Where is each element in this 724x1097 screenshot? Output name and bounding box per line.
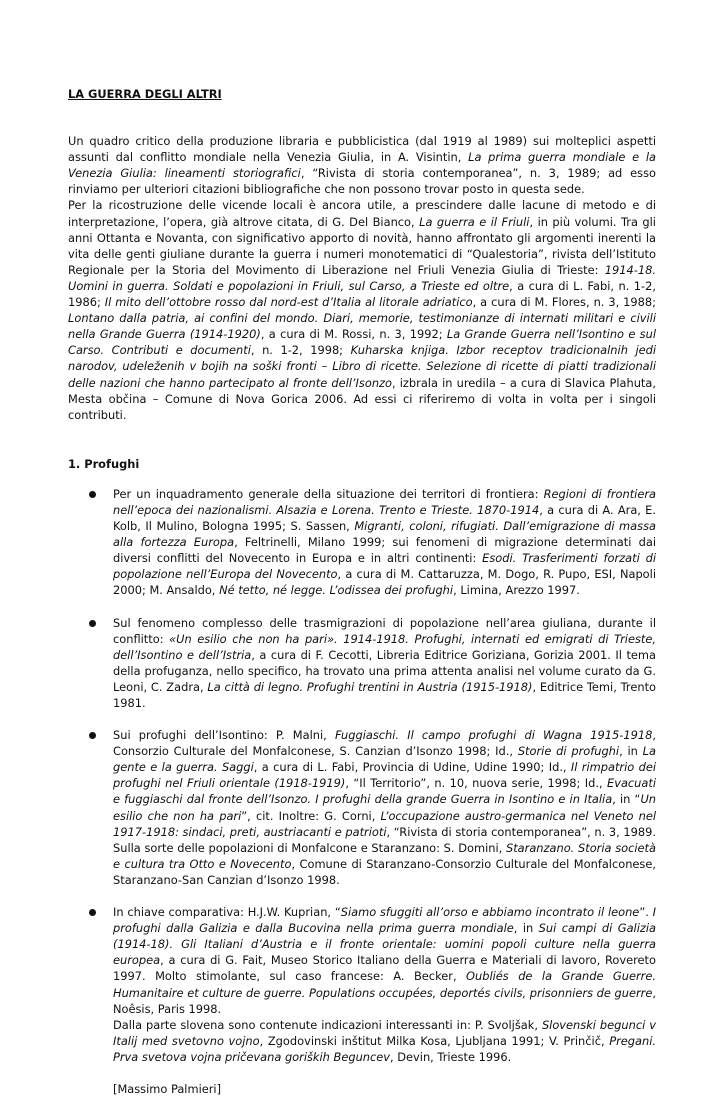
text-run: , “Rivista di storia contemporanea”, n. 3, 1989. Sulla sorte delle popolazioni di Monfalcone e Staranzano: S. Domini, (113, 824, 656, 855)
text-run: , “Il Territorio”, n. 10, nuova serie, 1998; Id., (345, 776, 607, 791)
italic-title-text: Evacuati e fuggiaschi dal fronte dell’Isonzo. I profughi della grande Guerra in Isontino e in Italia (113, 776, 657, 807)
text-run: , Consorzio Culturale del Monfalconese, S. Canzian d’Isonzo 1998; Id., (113, 728, 656, 759)
intro-paragraph (68, 197, 656, 422)
text-run: , Zgodovinski inštitut Milka Kosa, Ljubljana 1991; V. Prinčič, (259, 1033, 610, 1048)
italic-title-text: Regioni di frontiera nell’epoca dei nazionalismi. Alsazia e Lorena. Trento e Trieste. 1870-1914 (113, 486, 656, 517)
text-run: , Comune di Staranzano-Consorzio Culturale del Monfalconese, Staranzano-San Canzian d’Isonzo 1998. (113, 856, 656, 887)
text-run: Per la ricostruzione delle vicende locali è ancora utile, a prescindere dalle lacune di metodo e di interpretazione, l’opera, già altrove citata, di G. Del Bianco, (68, 198, 656, 229)
italic-title-text: 1914-18. Uomini in guerra. Soldati e popolazioni in Friuli, sul Carso, a Trieste ed oltre (68, 262, 656, 293)
italic-title-text: La guerra e il Friuli (419, 214, 530, 229)
text-run: , n. 1-2, 1998; (250, 343, 351, 358)
text-run: , a cura di M. Rossi, n. 3, 1992; (260, 327, 447, 342)
italic-title-text: Oubliés de la Grande Guerre. Humanitaire et culture de guerre. Populations occupées, deportés civils, prisonniers de guerre (113, 969, 656, 1000)
italic-title-text: Storie di profughi (517, 744, 620, 759)
text-run: , a cura di L. Fabi, Provincia di Udine, Udine 1990; Id., (253, 760, 571, 775)
intro-paragraph (68, 133, 656, 197)
italic-title-text: Slovenski begunci v Italij med svetovno vojno (113, 1017, 656, 1048)
italic-title-text: Né tetto, né legge. L’odissea dei profughi (219, 583, 454, 598)
text-run: ”, cit. Inoltre: G. Corni, (241, 808, 381, 823)
text-run: , in più volumi. Tra gli anni Ottanta e Novanta, con significativo apporto di novità, hanno affrontato gli argomenti inerenti la vita delle genti giuliane durante la guerra i numeri monotematici di “Qualestoria”, rivista dell’Istituto Regionale per la Storia del Movimento di Liberazione nel Friuli Venezia Giulia di Trieste: (68, 214, 656, 277)
bullet-item (68, 486, 656, 599)
bullet-paragraph (113, 727, 656, 888)
italic-title-text: La gente e la guerra. Saggi (113, 744, 656, 775)
italic-title-text: Migranti, coloni, rifugiati. Dall’emigrazione di massa alla fortezza Europa (113, 519, 656, 550)
bullet-item (68, 904, 656, 1097)
text-run: , a cura di L. Fabi, n. 1-2, 1986; (68, 278, 656, 310)
text-run: Per un inquadramento generale della situazione dei territori di frontiera: (113, 486, 544, 501)
italic-title-text: Siamo sfuggiti all’orso e abbiamo incontrato il leone (340, 905, 640, 920)
bullet-item (68, 727, 656, 888)
text-run: , in “ (612, 792, 641, 807)
italic-title-text: Un esilio che non ha pari (113, 792, 656, 823)
text-run: Sui profughi dell’Isontino: P. Malni, (113, 728, 335, 743)
text-run: , a cura di G. Fait, Museo Storico Italiano della Guerra e Materiali di lavoro, Rovereto 1997. Molto stimolante, sul caso francese: A. Becker, (113, 953, 656, 984)
text-run: , a cura di M. Flores, n. 3, 1988; (472, 295, 656, 310)
italic-title-text: Fuggiaschi. Il campo profughi di Wagna 1915-1918 (334, 728, 653, 743)
text-run: , “Rivista di storia contemporanea”, n. 3, 1989; ad esso rinviamo per ulteriori citazioni bibliografiche che non possono trovar posto in questa sede. (68, 166, 657, 197)
text-run: , izbrala in uredila – a cura di Slavica Plahuta, Mesta občina – Comune di Nova Gorica 2006. Ad essi ci riferiremo di volta in volta per i singoli contributi. (68, 375, 657, 422)
text-run: , a cura di M. Cattaruzza, M. Dogo, R. Pupo, ESI, Napoli 2000; M. Ansaldo, (113, 567, 656, 598)
text-run: , Noêsis, Paris 1998. (113, 985, 656, 1016)
text-run: , in (619, 744, 643, 759)
text-run: , Feltrinelli, Milano 1999; sui fenomeni di migrazione determinati dai diversi conflitti del Novecento in Europa e in altri continenti: (113, 535, 656, 566)
document-page (68, 86, 656, 1097)
italic-title-text: I profughi dalla Galizia e dalla Bucovina nella prima guerra mondiale (113, 905, 656, 936)
bullet-item (68, 615, 656, 712)
italic-title-text: Il rimpatrio dei profughi nel Friuli orientale (1918-1919) (113, 760, 657, 791)
text-run: In chiave comparativa: H.J.W. Kuprian, “ (113, 905, 341, 920)
text-run: , a cura di A. Ara, E. Kolb, Il Mulino, Bologna 1995; S. Sassen, (113, 502, 656, 534)
italic-title-text: La città di legno. Profughi trentini in Austria (1915-1918) (207, 679, 533, 694)
italic-title-text: La Grande Guerra nell’Isontino e sul Carso. Contributi e documenti (68, 327, 656, 358)
bullet-paragraph (113, 486, 656, 599)
italic-title-text: Pregani. Prva svetova vojna pričevana goriških Beguncev (113, 1033, 656, 1064)
document-title: LA GUERRA DEGLI ALTRI (68, 87, 222, 101)
author-signature: [Massimo Palmieri] (113, 1081, 222, 1096)
text-run: Sul fenomeno complesso delle trasmigrazioni di popolazione nell’area giuliana, durante il conflitto: (113, 615, 656, 646)
section-heading: 1. Profughi (68, 456, 140, 471)
text-run: , a cura di F. Cecotti, Libreria Editrice Goriziana, Gorizia 2001. Il tema della profuganza, nello specifico, ha trovato una prima attenta analisi nel volume curato da G. Leoni, C. Zadra, (113, 647, 656, 694)
italic-title-text: Kuharska knjiga. Izbor receptov tradicionalnih jedi narodov, udeleženih v bojih na soški fronti – Libro di ricette. Selezione di ricette di piatti tradizionali delle nazioni che hanno partecipato al fronte dell’Isonzo (68, 343, 657, 390)
italic-title-text: Sui campi di Galizia (1914-18). Gli Italiani d’Austria e il fronte orientale: uomini popoli culture nella guerra europea (113, 921, 656, 968)
text-run: , Limina, Arezzo 1997. (453, 583, 580, 598)
italic-title-text: «Un esilio che non ha pari». 1914-1918. Profughi, internati ed emigrati di Trieste, dell’Isontino e dell’Istria (113, 631, 656, 662)
bullet-paragraph (113, 904, 656, 1017)
italic-title-text: La prima guerra mondiale e la Venezia Giulia: lineamenti storiografici (68, 150, 657, 181)
text-run: Un quadro critico della produzione libraria e pubblicistica (dal 1919 al 1989) sui molteplici aspetti assunti dal conflitto mondiale nella Venezia Giulia, in A. Visintin, (68, 134, 656, 165)
text-run: Dalla parte slovena sono contenute indicazioni interessanti in: P. Svoljšak, (113, 1017, 542, 1032)
italic-title-text: Esodi. Trasferimenti forzati di popolazione nell’Europa del Novecento (113, 551, 656, 582)
italic-title-text: Staranzano. Storia società e cultura tra Otto e Novecento (113, 840, 656, 871)
italic-title-text: Lontano dalla patria, ai confini del mondo. Diari, memorie, testimonianze di internati militari e civili nella Grande Guerra (1914-1920) (68, 311, 656, 342)
intro-section (68, 133, 656, 423)
text-run: , Devin, Trieste 1996. (390, 1049, 512, 1064)
bullet-list (68, 486, 656, 1097)
italic-title-text: Il mito dell’ottobre rosso dal nord-est d’Italia al litorale adriatico (104, 295, 473, 310)
text-run: ”. (639, 905, 653, 920)
bullet-paragraph (113, 615, 656, 712)
text-run: , in (513, 921, 539, 936)
text-run: , Editrice Temi, Trento 1981. (113, 679, 656, 710)
italic-title-text: L’occupazione austro-germanica nel Veneto nel 1917-1918: sindaci, preti, austriacanti e patrioti (113, 808, 656, 839)
